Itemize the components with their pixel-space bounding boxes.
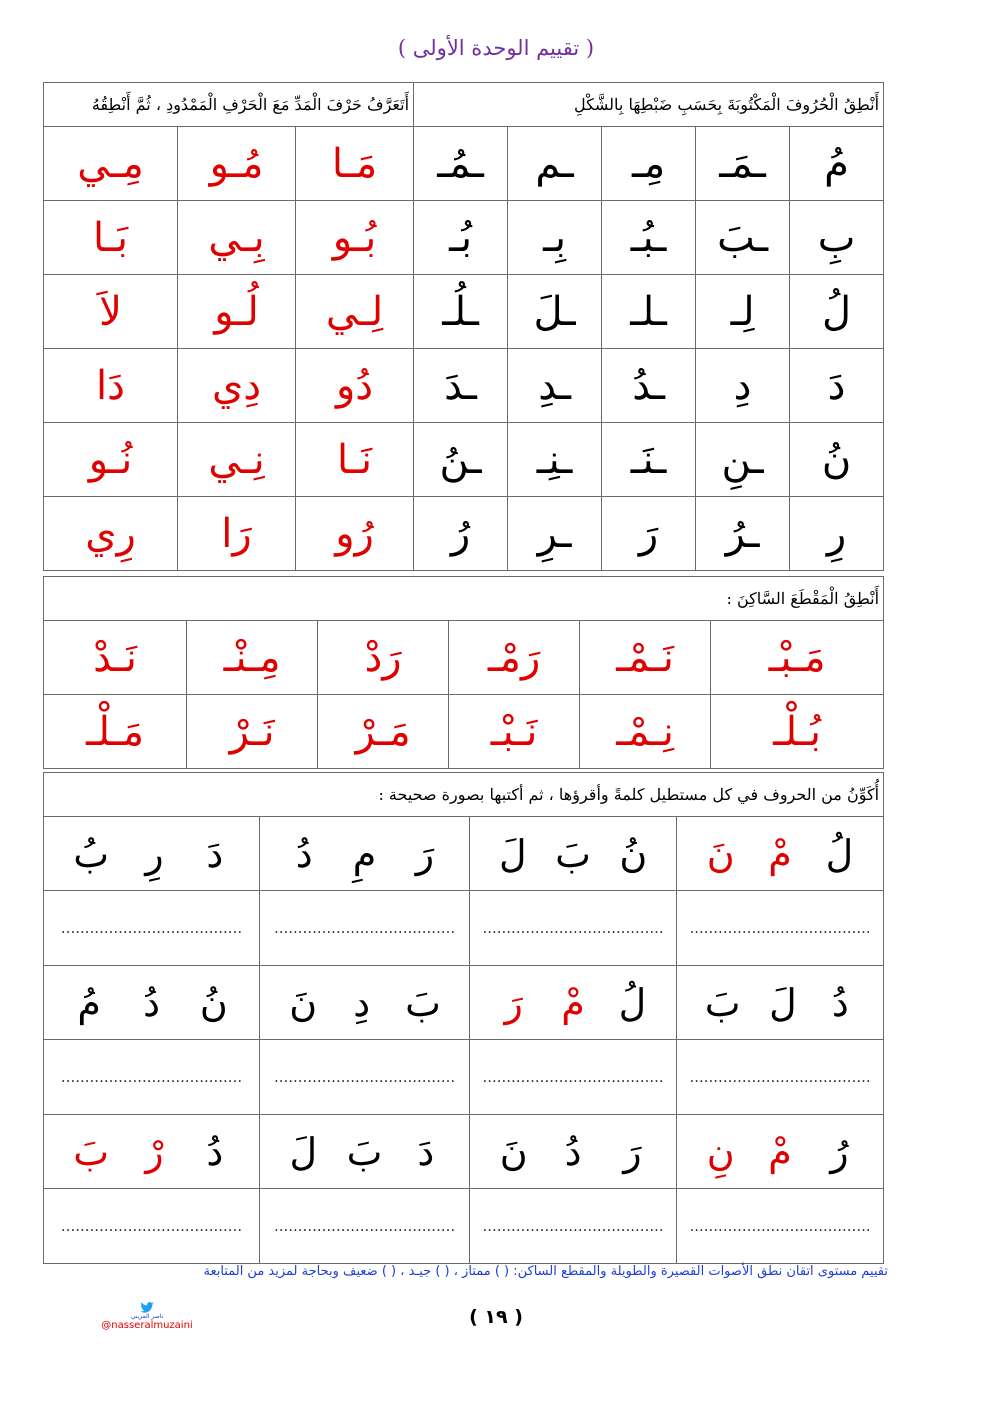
long-vowel-cell: نِـي [178,423,296,497]
letter-cell: ـلُـ [414,275,508,349]
letter: بَ [346,1129,383,1174]
letter-cell: لِـ [696,275,790,349]
table-row [44,349,884,423]
syllable-cell: نَـمْـ [580,621,711,695]
letters-cell [470,966,677,1040]
syllable-cell: مَـلْـ [44,695,187,769]
letters-cell [677,817,884,891]
long-vowel-cell: بُـو [296,201,414,275]
syllable-cell: مَـبْـ [711,621,884,695]
letter: رَ [504,980,523,1025]
table-row [44,423,884,497]
letter-cell: ـدَ [414,349,508,423]
letter-cell: لُ [790,275,884,349]
long-vowel-cell: بِـي [178,201,296,275]
table-row [44,621,884,695]
letter: نَ [706,831,735,876]
letter-group [470,981,676,1025]
letter-cell: ـدُ [602,349,696,423]
table-row [44,497,884,571]
instruction-pronounce-letters: أَنْطِقُ الْحُرُوفَ الْمَكْتُوبَةَ بِحَسَبِ ضَبْطِهَا بِالشَّكْلِ [414,83,884,127]
syllable-cell: نِـمْـ [580,695,711,769]
letter: مْ [768,1129,792,1174]
writing-line: ...................................... [470,891,677,966]
long-vowel-cell: لُـو [178,275,296,349]
letter: نَ [289,980,318,1025]
letter: مِ [352,831,377,876]
letters-cell [470,817,677,891]
letters-cell [260,1115,470,1189]
letter-cell: ـنَـ [602,423,696,497]
letter-cell: ـرِ [508,497,602,571]
sukun-syllables-table [43,576,884,769]
letter-cell: ـمُـ [414,127,508,201]
writing-row [44,891,884,966]
letter: مْ [768,831,792,876]
letter: نُ [199,980,228,1025]
short-long-vowels-table [43,82,884,571]
letter-cell: نُ [790,423,884,497]
letter-group [677,832,883,876]
letter-group [44,832,259,876]
letter: دُ [564,1129,582,1174]
long-vowel-cell: دُو [296,349,414,423]
syllable-cell: نَـرْ [187,695,318,769]
writing-row [44,1189,884,1264]
letter: دُ [143,980,160,1025]
letter-group [677,1130,883,1174]
table-row [44,275,884,349]
letter-group [677,981,883,1025]
letters-row [44,817,884,891]
letter-cell: رَ [602,497,696,571]
letters-cell [260,966,470,1040]
letter: بَ [73,1129,109,1174]
writing-line: ...................................... [677,891,884,966]
letters-cell [470,1115,677,1189]
letter-cell: بِـ [508,201,602,275]
letter-cell: ـبُـ [602,201,696,275]
long-vowel-cell: مُـو [178,127,296,201]
letters-row [44,966,884,1040]
twitter-handle: @nasseralmuzaini [101,1320,193,1331]
writing-line: ...................................... [44,1189,260,1264]
long-vowel-cell: رَا [178,497,296,571]
letter-group [260,832,469,876]
letter-group [470,1130,676,1174]
letter-cell: دِ [696,349,790,423]
long-vowel-cell: دِي [178,349,296,423]
syllable-cell: مِـنْـ [187,621,318,695]
letter-cell: ـدِ [508,349,602,423]
letter-cell: ـمَـ [696,127,790,201]
table-row [44,695,884,769]
letter: رِ [145,831,164,876]
letter: لَ [289,1129,318,1174]
long-vowel-cell: نُـو [44,423,178,497]
table-row [44,201,884,275]
letter-group [44,1130,259,1174]
letters-cell [677,966,884,1040]
writing-line: ...................................... [260,1040,470,1115]
author-name: ناصر المزيني [130,1313,164,1320]
assessment-line: تقييم مستوى اتقان نطق الأصوات القصيرة والطويلة والمقطع الساكن: ( ) ممتاز ، ( ) جيـد ، ( ) ضعيف وبحاجة لمزيد من المتابعة [203,1264,888,1279]
letter: نُ [619,831,648,876]
syllable-cell: نَـبْـ [449,695,580,769]
letter-group [260,981,469,1025]
letter-group [470,832,676,876]
long-vowel-cell: مَـا [296,127,414,201]
writing-row [44,1040,884,1115]
letter-cell: رِ [790,497,884,571]
table-row [44,127,884,201]
letter: بُ [73,831,109,876]
instruction-sukun: أَنْطِقُ الْمَقْطَعَ السَّاكِنَ : [44,577,884,621]
form-words-table [43,772,884,1264]
letter-cell: ـنِـ [508,423,602,497]
letters-cell [677,1115,884,1189]
long-vowel-cell: رِي [44,497,178,571]
writing-line: ...................................... [677,1189,884,1264]
writing-line: ...................................... [677,1040,884,1115]
letter: بَ [704,980,741,1025]
letter-cell: ـبَ [696,201,790,275]
letter: بَ [555,831,591,876]
letter: دِ [353,980,371,1025]
writing-line: ...................................... [470,1189,677,1264]
letter: لُ [825,831,854,876]
long-vowel-cell: رُو [296,497,414,571]
letter-cell: رُ [414,497,508,571]
letter-group [44,981,259,1025]
letter: لَ [498,831,527,876]
long-vowel-cell: دَا [44,349,178,423]
letter: رَ [415,831,435,876]
letter: دُ [206,1129,224,1174]
letter: دُ [295,831,313,876]
letter-group [260,1130,469,1174]
syllable-cell: مَـرْ [318,695,449,769]
long-vowel-cell: مِـي [44,127,178,201]
letter: رَ [623,1129,642,1174]
writing-line: ...................................... [44,891,260,966]
letter: نَ [499,1129,528,1174]
syllable-cell: رَدْ [318,621,449,695]
syllable-cell: رَمْـ [449,621,580,695]
letter-cell: دَ [790,349,884,423]
letter: مْ [561,980,585,1025]
page-title: ( تقييم الوحدة الأولى ) [397,36,595,60]
letter: مُ [77,980,101,1025]
letter: رُ [830,1129,849,1174]
letter: دَ [417,1129,435,1174]
letters-cell [260,817,470,891]
letter-cell: مُ [790,127,884,201]
letter-cell: ـرُ [696,497,790,571]
long-vowel-cell: لِـي [296,275,414,349]
long-vowel-cell: بَـا [44,201,178,275]
writing-line: ...................................... [470,1040,677,1115]
syllable-cell: نَـدْ [44,621,187,695]
writing-line: ...................................... [260,1189,470,1264]
letters-row [44,1115,884,1189]
letter-cell: بُـ [414,201,508,275]
letters-cell [44,1115,260,1189]
long-vowel-cell: نَـا [296,423,414,497]
page-number: ( ١٩ ) [469,1306,523,1328]
letter-cell: بِ [790,201,884,275]
letter-cell: ـنُ [414,423,508,497]
writing-line: ...................................... [44,1040,260,1115]
letter: نِ [706,1129,735,1174]
letter: رْ [145,1129,164,1174]
long-vowel-cell: لاَ [44,275,178,349]
letter: دَ [206,831,224,876]
letters-cell [44,966,260,1040]
letter-cell: مِـ [602,127,696,201]
syllable-cell: بُـلْـ [711,695,884,769]
letter-cell: ـلَ [508,275,602,349]
letter: لَ [769,980,797,1025]
letters-cell [44,817,260,891]
letter-cell: ـم [508,127,602,201]
letter-cell: ـنِ [696,423,790,497]
letter: لُ [618,980,647,1025]
writing-line: ...................................... [260,891,470,966]
letter: بَ [405,980,441,1025]
instruction-form-words: أُكَوِّنُ من الحروف في كل مستطيل كلمةً وأقرؤها ، ثم أكتبها بصورة صحيحة : [44,773,884,817]
instruction-long-vowels: أَتَعَرَّفُ حَرْفَ الْمَدِّ مَعَ الْحَرْفِ الْمَمْدُودِ ، ثُمَّ أَنْطِقُهُ [44,83,414,127]
letter: دُ [831,980,849,1025]
letter-cell: ـلـ [602,275,696,349]
